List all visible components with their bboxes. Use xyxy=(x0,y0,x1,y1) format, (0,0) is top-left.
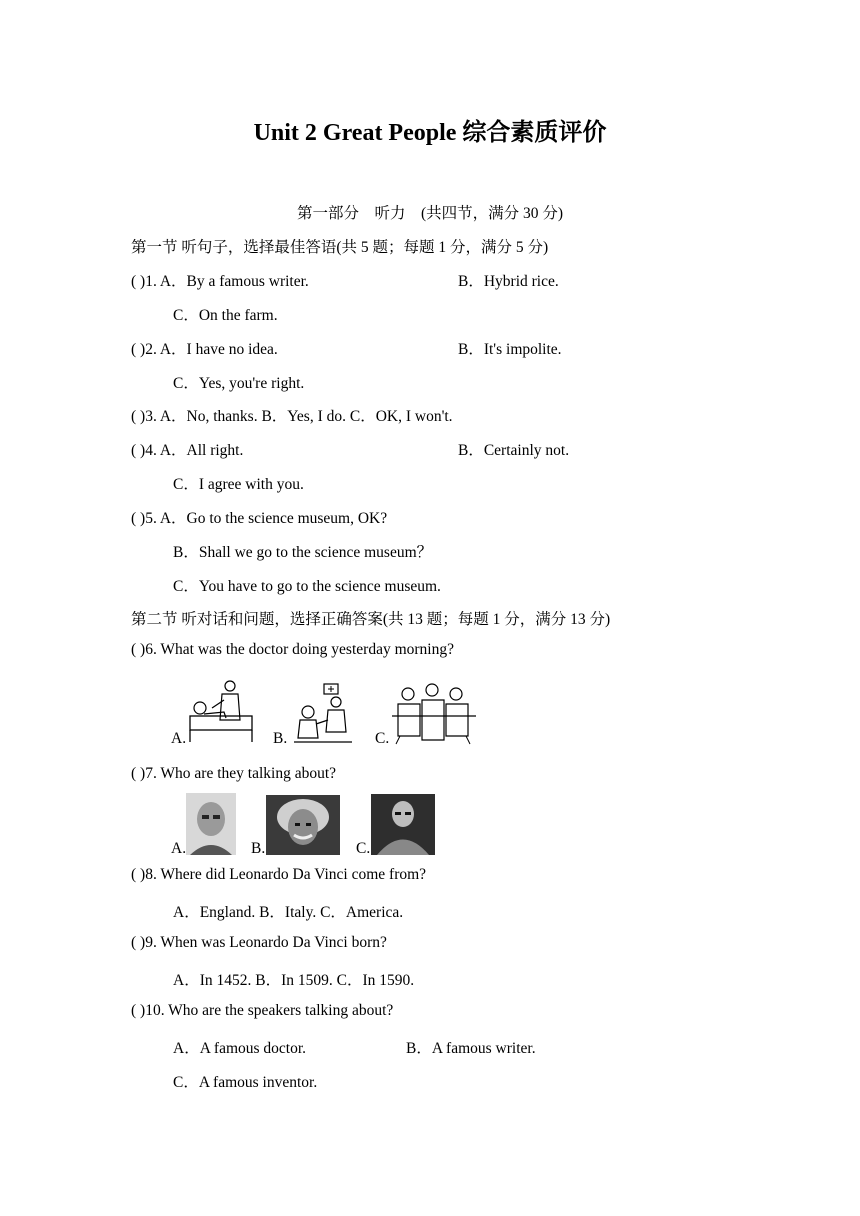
q6-label-a: A. xyxy=(171,730,187,747)
q6-image-a xyxy=(186,676,258,746)
q6-image-c xyxy=(390,682,478,746)
q7-photo-b xyxy=(266,795,340,855)
q6-line: ( )6. What was the doctor doing yesterday morning? xyxy=(131,641,454,658)
q9-line: ( )9. When was Leonardo Da Vinci born? xyxy=(131,934,387,951)
q10-line: ( )10. Who are the speakers talking about? xyxy=(131,1002,394,1019)
q1-option-c: C．On the farm. xyxy=(173,307,278,324)
q8-options: A．England. B．Italy. C．America. xyxy=(173,904,404,921)
q5-option-c: C．You have to go to the science museum. xyxy=(173,578,441,595)
q2-option-c: C．Yes, you're right. xyxy=(173,375,305,392)
section1-heading: 第一节 听句子，选择最佳答语(共 5 题；每题 1 分，满分 5 分) xyxy=(131,239,549,256)
q2-option-b: B．It's impolite. xyxy=(458,341,562,358)
q7-label-a: A. xyxy=(171,840,187,857)
q3-line: ( )3. A．No, thanks. B．Yes, I do. C．OK, I won't. xyxy=(131,408,453,425)
q10-option-b: B．A famous writer. xyxy=(406,1040,536,1057)
part-heading: 第一部分 听力 (共四节，满分 30 分) xyxy=(296,205,564,222)
q4-option-b: B．Certainly not. xyxy=(458,442,570,459)
q8-line: ( )8. Where did Leonardo Da Vinci come from? xyxy=(131,866,427,883)
section2-heading: 第二节 听对话和问题，选择正确答案(共 13 题；每题 1 分，满分 13 分) xyxy=(131,611,611,628)
q4-option-c: C．I agree with you. xyxy=(173,476,304,493)
q5-line: ( )5. A．Go to the science museum, OK? xyxy=(131,510,388,527)
q4-line: ( )4. A．All right. xyxy=(131,442,244,459)
q7-photo-c xyxy=(371,794,435,855)
q10-option-a: A．A famous doctor. xyxy=(173,1040,307,1057)
q9-options: A．In 1452. B．In 1509. C．In 1590. xyxy=(173,972,415,989)
q2-line: ( )2. A．I have no idea. xyxy=(131,341,278,358)
q7-label-c: C. xyxy=(356,840,371,857)
q6-label-c: C. xyxy=(375,730,390,747)
q1-option-b: B．Hybrid rice. xyxy=(458,273,559,290)
q10-option-c: C．A famous inventor. xyxy=(173,1074,318,1091)
q7-label-b: B. xyxy=(251,840,266,857)
q6-image-b xyxy=(288,680,358,746)
q7-photo-a xyxy=(186,793,236,855)
q6-label-b: B. xyxy=(273,730,288,747)
q5-option-b: B．Shall we go to the science museum？ xyxy=(173,544,433,561)
q7-line: ( )7. Who are they talking about? xyxy=(131,765,337,782)
page-title: Unit 2 Great People 综合素质评价 xyxy=(253,120,607,146)
q1-line: ( )1. A．By a famous writer. xyxy=(131,273,309,290)
